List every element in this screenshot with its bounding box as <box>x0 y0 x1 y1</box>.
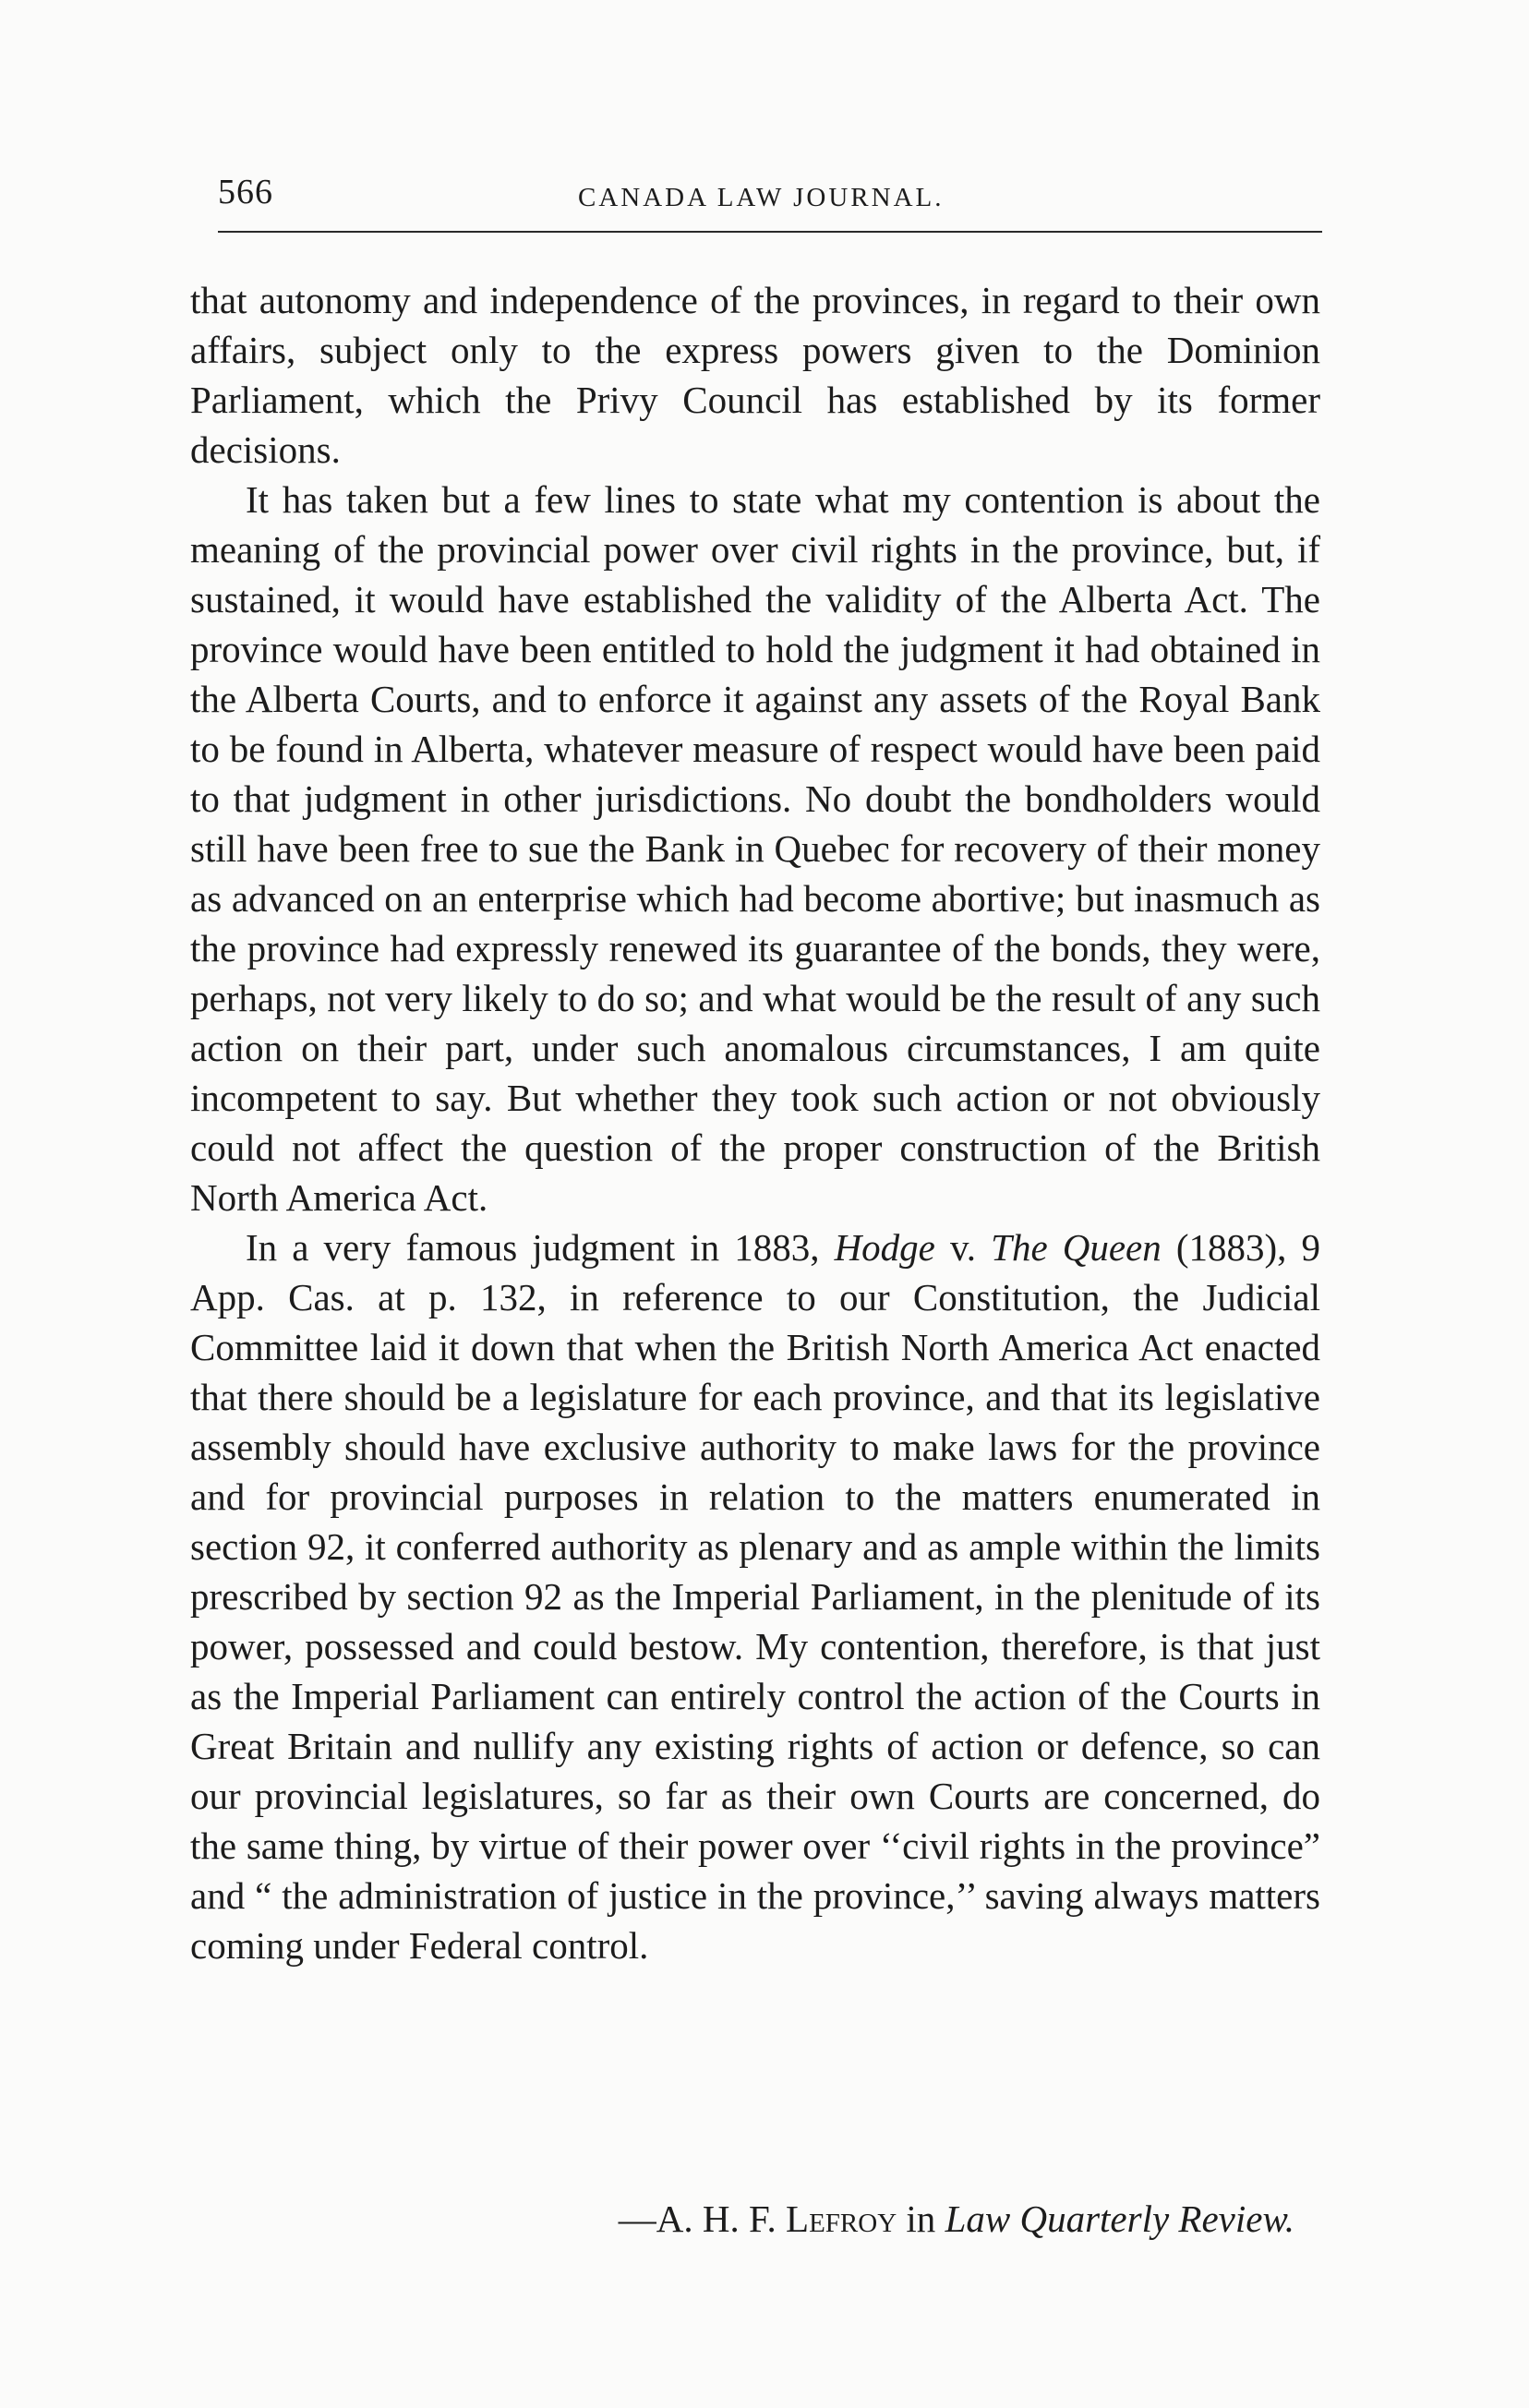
case-party: The Queen <box>991 1226 1162 1269</box>
page-number: 566 <box>218 173 273 211</box>
paragraph-3-text-before: In a very famous judgment in 1883, <box>246 1226 835 1269</box>
header-rule <box>218 231 1322 233</box>
running-title: CANADA LAW JOURNAL. <box>578 183 945 212</box>
signature-connector: in <box>897 2197 945 2240</box>
signature-source: Law Quarterly Review. <box>945 2197 1294 2240</box>
paragraph-3-text-after: (1883), 9 App. Cas. at p. 132, in reference to our Constitution, the Judicial Committee laid it down that when the British North America Act enacted that there should be a legislature for each province, and that its legislative assembly should have exclusive authority to make laws for the province and for provincial purposes in relation to the matters enumerated in section 92, it conferred authority as plenary and as ample within the limits prescribed by section 92 as the Imperial Parliament, in the plenitude of its power, possessed and could bestow. My contention, therefore, is that just as the Imperial Parliament can entirely control the action of the Courts in Great Britain and nullify any existing rights of action or defence, so can our provincial legislatures, so far as their own Courts are concerned, do the same thing, by virtue of their power over ‘‘civil rights in the province” and “ the administration of justice in the province,’’ saving always matters coming under Federal control. <box>190 1226 1321 1967</box>
paragraph-1: that autonomy and independence of the provinces, in regard to their own affairs, subject only to the express powers given to the Dominion Parliament, which the Privy Council has established by its former decisions. <box>190 279 1320 471</box>
case-name: Hodge <box>834 1226 935 1269</box>
signature <box>190 2194 1294 2244</box>
page-header <box>218 172 1322 227</box>
paragraph-2: It has taken but a few lines to state what my contention is about the meaning of the provincial power over civil rights in the province, but, if sustained, it would have established the validity of the Alberta Act. The province would have been entitled to hold the judgment it had obtained in the Alberta Courts, and to enforce it against any assets of the Royal Bank to be found in Alberta, whatever measure of respect would have been paid to that judgment in other jurisdictions. No doubt the bondholders would still have been free to sue the Bank in Quebec for recovery of their money as advanced on an enterprise which had become abortive; but inasmuch as the province had expressly renewed its guarantee of the bonds, they were, perhaps, not very likely to do so; and what would be the result of any such action on their part, under such anomalous circumstances, I am quite incompetent to say. But whether they took such action or not obviously could not affect the question of the proper construction of the British North America Act. <box>190 478 1320 1219</box>
paragraph-3 <box>190 1222 1320 1970</box>
body-text <box>190 275 1320 1970</box>
versus: v. <box>934 1226 992 1269</box>
signature-author: Lefroy <box>786 2197 897 2240</box>
signature-prefix: —A. H. F. <box>618 2197 787 2240</box>
